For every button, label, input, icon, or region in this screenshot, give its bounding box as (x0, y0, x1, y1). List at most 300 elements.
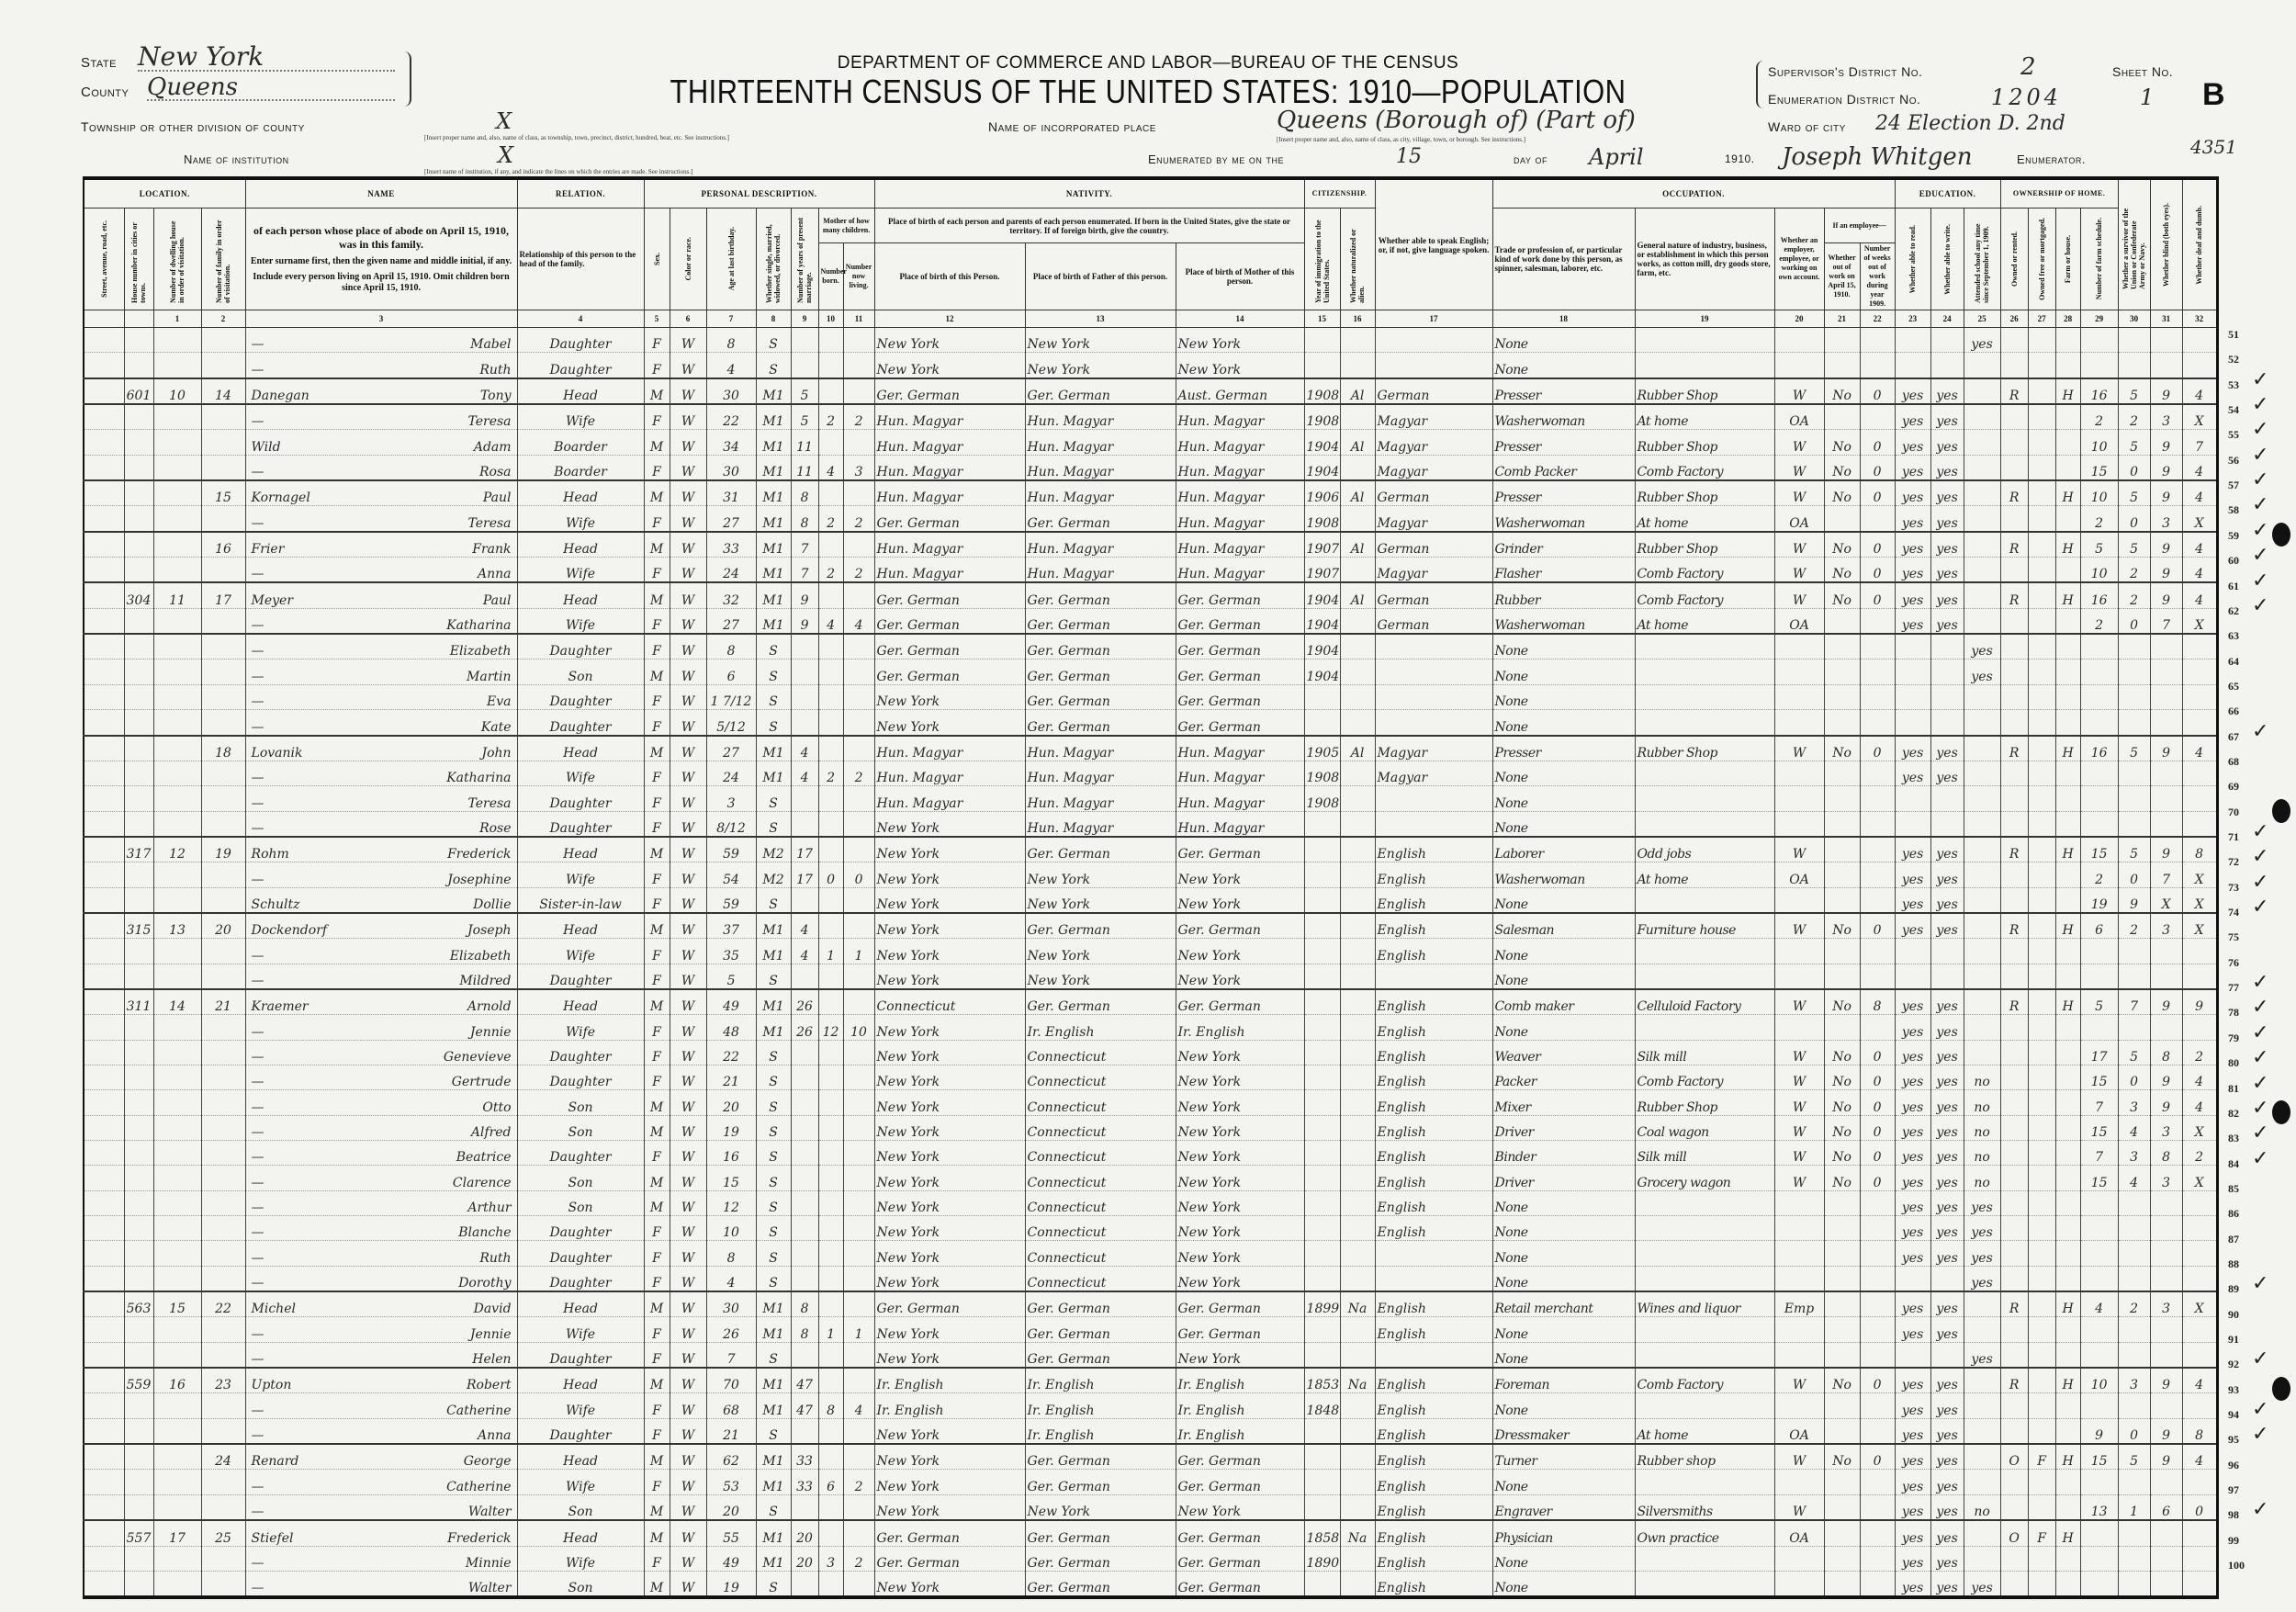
day-value: 15 (1396, 145, 1422, 168)
cell-veteran: 0 (2118, 1418, 2150, 1444)
cell-street (84, 786, 124, 811)
cell-naturalized (1340, 328, 1375, 353)
cell-pob-father: Connecticut (1025, 1241, 1176, 1266)
cell-employer: W (1774, 430, 1824, 455)
cell-naturalized (1340, 1090, 1375, 1115)
cell-write: yes (1930, 1065, 1964, 1089)
cell-surname: Kornagel (251, 490, 310, 506)
cell-immigration (1304, 1317, 1340, 1342)
cell-years-married (791, 786, 818, 811)
cell-free (2028, 480, 2055, 506)
cell-pob-mother: Ir. English (1176, 1393, 1304, 1418)
cell-born (818, 811, 843, 837)
table-row (84, 404, 2217, 430)
cell-pob-father: Connecticut (1025, 1141, 1176, 1166)
cell-school (1964, 761, 2000, 785)
cell-immigration (1304, 1141, 1340, 1166)
cell-sex: F (644, 404, 670, 430)
check-mark-icon: ✓ (2252, 971, 2269, 995)
cell-read: yes (1895, 378, 1930, 404)
cell-living (843, 1241, 874, 1266)
cell-pob-mother: Ir. English (1176, 1368, 1304, 1393)
cell-trade: Flasher (1492, 558, 1635, 583)
cell-family (201, 1470, 245, 1494)
cell-house (124, 1317, 153, 1342)
cell-read: yes (1895, 1291, 1930, 1317)
cell-employer (1774, 761, 1824, 785)
cell-pob: New York (874, 1342, 1025, 1368)
cell-farm (2055, 328, 2080, 353)
cell-age: 8 (706, 328, 756, 353)
cell-relation: Head (517, 837, 644, 862)
cell-given: David (473, 1302, 512, 1317)
cell-farm (2055, 1115, 2080, 1140)
cell-naturalized (1340, 1241, 1375, 1266)
cell-color: W (670, 430, 706, 455)
name-wrap (248, 670, 515, 684)
cell-given: Clarence (452, 1175, 512, 1190)
cell-write: yes (1930, 378, 1964, 404)
cell-trade: None (1492, 1190, 1635, 1215)
line-number: 65 (2228, 679, 2239, 693)
cell-blind: 9 (2150, 455, 2182, 480)
cell-relation: Son (517, 1571, 644, 1597)
cell-deaf (2182, 786, 2217, 811)
cell-veteran: 0 (2118, 506, 2150, 532)
cell-naturalized (1340, 1342, 1375, 1368)
line-number: 81 (2228, 1081, 2239, 1095)
table-row (84, 736, 2217, 761)
cell-blind (2150, 1190, 2182, 1215)
cell-dwelling (153, 964, 201, 989)
cell-age: 22 (706, 404, 756, 430)
cell-immigration: 1906 (1304, 480, 1340, 506)
cell-immigration (1304, 1190, 1340, 1215)
cell-family (201, 1065, 245, 1089)
cell-color: W (670, 328, 706, 353)
ed-label: Enumeration District No. (1768, 92, 1921, 107)
cell-farm (2055, 1317, 2080, 1342)
cell-born (818, 1190, 843, 1215)
cell-out-of-work (1824, 1291, 1860, 1317)
cell-age: 8 (706, 1241, 756, 1266)
cell-farm: H (2055, 736, 2080, 761)
cell-dwelling: 12 (153, 837, 201, 862)
cell-marital: M1 (756, 532, 791, 558)
cell-industry: Rubber Shop (1635, 430, 1774, 455)
cell-name (245, 710, 517, 736)
cell-pob-mother: New York (1176, 1090, 1304, 1115)
cell-write (1930, 786, 1964, 811)
cell-living (843, 1342, 874, 1368)
cell-out-of-work: No (1824, 736, 1860, 761)
cell-blind: 9 (2150, 736, 2182, 761)
cell-deaf: 4 (2182, 582, 2217, 608)
line-number: 78 (2228, 1006, 2239, 1020)
cell-pob-mother: Hun. Magyar (1176, 786, 1304, 811)
table-row (84, 1418, 2217, 1444)
cell-pob-mother: New York (1176, 939, 1304, 964)
cell-pob-father: Hun. Magyar (1025, 558, 1176, 583)
cell-trade: None (1492, 1393, 1635, 1418)
cell-marital: S (756, 1494, 791, 1520)
cell-street (84, 811, 124, 837)
cell-color: W (670, 659, 706, 684)
cell-farm (2055, 684, 2080, 709)
cell-born (818, 786, 843, 811)
group-occupation: OCCUPATION. (1492, 178, 1895, 209)
cell-naturalized: Na (1340, 1291, 1375, 1317)
cell-weeks: 0 (1860, 430, 1895, 455)
cell-name (245, 634, 517, 659)
cell-house (124, 736, 153, 761)
table-row (84, 1520, 2217, 1546)
cell-street (84, 964, 124, 989)
cell-weeks: 0 (1860, 1065, 1895, 1089)
cell-given: Genevieve (443, 1049, 512, 1065)
col-born: Number born. (818, 243, 843, 310)
cell-veteran: 5 (2118, 837, 2150, 862)
cell-language: Magyar (1375, 506, 1492, 532)
cell-name (245, 1368, 517, 1393)
cell-relation: Daughter (517, 710, 644, 736)
cell-immigration (1304, 328, 1340, 353)
cell-industry (1635, 1546, 1774, 1571)
col-immigration-text: Year of immigration to the United States. (1313, 220, 1331, 303)
cell-write (1930, 710, 1964, 736)
cell-naturalized (1340, 1418, 1375, 1444)
cell-free (2028, 1115, 2055, 1140)
cell-family (201, 1190, 245, 1215)
cell-write (1930, 634, 1964, 659)
cell-color: W (670, 378, 706, 404)
column-number: 12 (874, 310, 1025, 328)
cell-marital: M1 (756, 608, 791, 634)
cell-free (2028, 1494, 2055, 1520)
column-number: 19 (1635, 310, 1774, 328)
cell-naturalized (1340, 710, 1375, 736)
cell-surname: — (251, 1326, 264, 1342)
cell-trade: None (1492, 634, 1635, 659)
cell-out-of-work (1824, 1571, 1860, 1597)
cell-blind: 9 (2150, 480, 2182, 506)
cell-given: Blanche (458, 1225, 512, 1241)
cell-given: Josephine (447, 872, 512, 887)
cell-dwelling (153, 634, 201, 659)
col-deaf-text: Whether deaf and dumb. (2195, 205, 2204, 285)
cell-color: W (670, 1494, 706, 1520)
col-owned-text: Owned or rented. (2009, 231, 2019, 287)
cell-employer: W (1774, 913, 1824, 939)
cell-pob-mother: New York (1176, 1216, 1304, 1241)
cell-years-married (791, 1216, 818, 1241)
col-schedule (2080, 209, 2118, 310)
cell-street (84, 1065, 124, 1089)
cell-owned: O (2000, 1520, 2028, 1546)
cell-living: 1 (843, 939, 874, 964)
cell-blind (2150, 939, 2182, 964)
check-mark-icon: ✓ (2252, 1398, 2269, 1422)
cell-school (1964, 837, 2000, 862)
cell-pob: New York (874, 1494, 1025, 1520)
name-wrap (248, 1403, 515, 1418)
cell-weeks (1860, 761, 1895, 785)
cell-schedule: 10 (2080, 1368, 2118, 1393)
cell-naturalized (1340, 1494, 1375, 1520)
cell-pob: New York (874, 964, 1025, 989)
cell-sex: F (644, 684, 670, 709)
cell-relation: Wife (517, 1470, 644, 1494)
line-number: 54 (2228, 403, 2239, 417)
cell-language (1375, 964, 1492, 989)
cell-write: yes (1930, 1393, 1964, 1418)
cell-house (124, 634, 153, 659)
cell-age: 59 (706, 837, 756, 862)
cell-veteran (2118, 1342, 2150, 1368)
cell-living (843, 1444, 874, 1470)
cell-farm (2055, 1418, 2080, 1444)
cell-pob-mother: Hun. Magyar (1176, 480, 1304, 506)
cell-language: German (1375, 378, 1492, 404)
cell-employer (1774, 786, 1824, 811)
cell-pob-mother: Ger. German (1176, 684, 1304, 709)
cell-industry: Rubber Shop (1635, 378, 1774, 404)
cell-owned: R (2000, 989, 2028, 1015)
cell-write: yes (1930, 736, 1964, 761)
cell-out-of-work (1824, 1216, 1860, 1241)
cell-trade: None (1492, 659, 1635, 684)
cell-house (124, 1393, 153, 1418)
cell-veteran: 5 (2118, 430, 2150, 455)
cell-color: W (670, 1418, 706, 1444)
cell-school (1964, 1317, 2000, 1342)
cell-family (201, 1393, 245, 1418)
cell-farm (2055, 1546, 2080, 1571)
cell-pob-father: Hun. Magyar (1025, 430, 1176, 455)
cell-age: 33 (706, 532, 756, 558)
col-color-text: Color or race. (683, 237, 692, 281)
cell-farm (2055, 786, 2080, 811)
cell-family (201, 887, 245, 913)
cell-color: W (670, 939, 706, 964)
cell-sex: F (644, 939, 670, 964)
cell-born: 3 (818, 1546, 843, 1571)
cell-family (201, 862, 245, 887)
cell-out-of-work (1824, 1241, 1860, 1266)
cell-industry: At home (1635, 608, 1774, 634)
cell-sex: F (644, 1241, 670, 1266)
cell-owned (2000, 862, 2028, 887)
cell-color: W (670, 1040, 706, 1065)
cell-relation: Head (517, 1368, 644, 1393)
cell-owned (2000, 1090, 2028, 1115)
cell-street (84, 1520, 124, 1546)
table-row (84, 1241, 2217, 1266)
cell-naturalized (1340, 404, 1375, 430)
cell-language: English (1375, 989, 1492, 1015)
cell-pob-father: Ir. English (1025, 1393, 1176, 1418)
cell-age: 19 (706, 1115, 756, 1140)
cell-relation: Son (517, 1115, 644, 1140)
cell-pob-father: New York (1025, 964, 1176, 989)
cell-family: 24 (201, 1444, 245, 1470)
cell-school: yes (1964, 1342, 2000, 1368)
cell-employer (1774, 1393, 1824, 1418)
name-wrap (248, 337, 515, 352)
cell-industry (1635, 1241, 1774, 1266)
cell-out-of-work (1824, 1520, 1860, 1546)
cell-industry (1635, 1216, 1774, 1241)
cell-deaf: 4 (2182, 558, 2217, 583)
line-number: 94 (2228, 1408, 2239, 1422)
cell-school (1964, 1520, 2000, 1546)
cell-school (1964, 558, 2000, 583)
cell-name (245, 608, 517, 634)
cell-pob-father: Hun. Magyar (1025, 811, 1176, 837)
cell-marital: M1 (756, 1015, 791, 1040)
cell-years-married: 47 (791, 1368, 818, 1393)
check-mark-icon: ✓ (2252, 1020, 2269, 1044)
cell-trade: None (1492, 939, 1635, 964)
cell-years-married (791, 1090, 818, 1115)
cell-given: Frederick (447, 1530, 512, 1546)
cell-free (2028, 1393, 2055, 1418)
cell-immigration (1304, 684, 1340, 709)
cell-free (2028, 1291, 2055, 1317)
cell-street (84, 1571, 124, 1597)
cell-immigration: 1904 (1304, 608, 1340, 634)
cell-school (1964, 455, 2000, 480)
cell-sex: F (644, 1015, 670, 1040)
cell-trade: Laborer (1492, 837, 1635, 862)
cell-street (84, 1418, 124, 1444)
cell-age: 21 (706, 1065, 756, 1089)
cell-pob-mother: New York (1176, 1190, 1304, 1215)
cell-free (2028, 1266, 2055, 1291)
cell-trade: None (1492, 1342, 1635, 1368)
cell-out-of-work: No (1824, 1065, 1860, 1089)
cell-blind (2150, 1520, 2182, 1546)
cell-born: 4 (818, 455, 843, 480)
cell-out-of-work (1824, 506, 1860, 532)
cell-deaf: X (2182, 1115, 2217, 1140)
cell-free (2028, 837, 2055, 862)
cell-deaf (2182, 964, 2217, 989)
enumerator-label: Enumerator. (2017, 152, 2086, 166)
cell-house (124, 1571, 153, 1597)
cell-age: 3 (706, 786, 756, 811)
cell-farm (2055, 1015, 2080, 1040)
cell-veteran: 9 (2118, 887, 2150, 913)
cell-read: yes (1895, 1546, 1930, 1571)
cell-immigration (1304, 887, 1340, 913)
cell-color: W (670, 1241, 706, 1266)
table-row (84, 532, 2217, 558)
cell-name (245, 328, 517, 353)
cell-name (245, 1291, 517, 1317)
cell-street (84, 1090, 124, 1115)
cell-free (2028, 1418, 2055, 1444)
cell-dwelling (153, 1065, 201, 1089)
cell-sex: F (644, 455, 670, 480)
cell-weeks (1860, 1546, 1895, 1571)
cell-language: English (1375, 1065, 1492, 1089)
cell-given: Paul (482, 592, 512, 608)
cell-trade: Salesman (1492, 913, 1635, 939)
cell-deaf: X (2182, 404, 2217, 430)
line-number: 99 (2228, 1533, 2239, 1547)
cell-farm: H (2055, 913, 2080, 939)
township-label: Township or other division of county (81, 119, 305, 134)
cell-given: Katharina (446, 771, 512, 786)
cell-street (84, 1342, 124, 1368)
cell-street (84, 1115, 124, 1140)
cell-farm (2055, 1393, 2080, 1418)
cell-immigration (1304, 964, 1340, 989)
cell-owned (2000, 1190, 2028, 1215)
cell-immigration (1304, 1040, 1340, 1065)
cell-living (843, 684, 874, 709)
check-mark-icon: ✓ (2252, 593, 2269, 617)
cell-naturalized: Al (1340, 480, 1375, 506)
name-wrap (248, 1125, 515, 1140)
cell-pob-mother: Ger. German (1176, 837, 1304, 862)
cell-employer: W (1774, 532, 1824, 558)
cell-school (1964, 1444, 2000, 1470)
group-name: NAME (245, 178, 517, 209)
cell-out-of-work: No (1824, 480, 1860, 506)
cell-house (124, 532, 153, 558)
check-mark-icon: ✓ (2252, 569, 2269, 592)
cell-pob: Ger. German (874, 1291, 1025, 1317)
cell-street (84, 684, 124, 709)
cell-farm (2055, 1470, 2080, 1494)
cell-weeks: 0 (1860, 532, 1895, 558)
cell-veteran: 5 (2118, 378, 2150, 404)
cell-veteran (2118, 1015, 2150, 1040)
cell-surname: — (251, 669, 264, 684)
cell-name (245, 1040, 517, 1065)
cell-owned (2000, 404, 2028, 430)
name-wrap (248, 1556, 515, 1571)
cell-dwelling: 10 (153, 378, 201, 404)
cell-free (2028, 608, 2055, 634)
cell-born (818, 1494, 843, 1520)
name-wrap (248, 1378, 515, 1392)
cell-trade: Washerwoman (1492, 506, 1635, 532)
col-deaf (2182, 178, 2217, 310)
punch-hole (2272, 1100, 2290, 1124)
punch-hole (2272, 1377, 2290, 1401)
cell-read: yes (1895, 1166, 1930, 1190)
cell-out-of-work (1824, 684, 1860, 709)
cell-schedule (2080, 1241, 2118, 1266)
cell-schedule: 10 (2080, 480, 2118, 506)
cell-name (245, 353, 517, 378)
cell-language: English (1375, 1141, 1492, 1166)
cell-blind: 9 (2150, 430, 2182, 455)
cell-farm (2055, 1090, 2080, 1115)
cell-pob-father: Hun. Magyar (1025, 455, 1176, 480)
cell-school (1964, 532, 2000, 558)
cell-employer: W (1774, 455, 1824, 480)
cell-family (201, 1241, 245, 1266)
line-number: 66 (2228, 705, 2239, 718)
cell-immigration: 1904 (1304, 455, 1340, 480)
cell-born: 2 (818, 404, 843, 430)
cell-out-of-work (1824, 404, 1860, 430)
cell-pob-father: Connecticut (1025, 1040, 1176, 1065)
